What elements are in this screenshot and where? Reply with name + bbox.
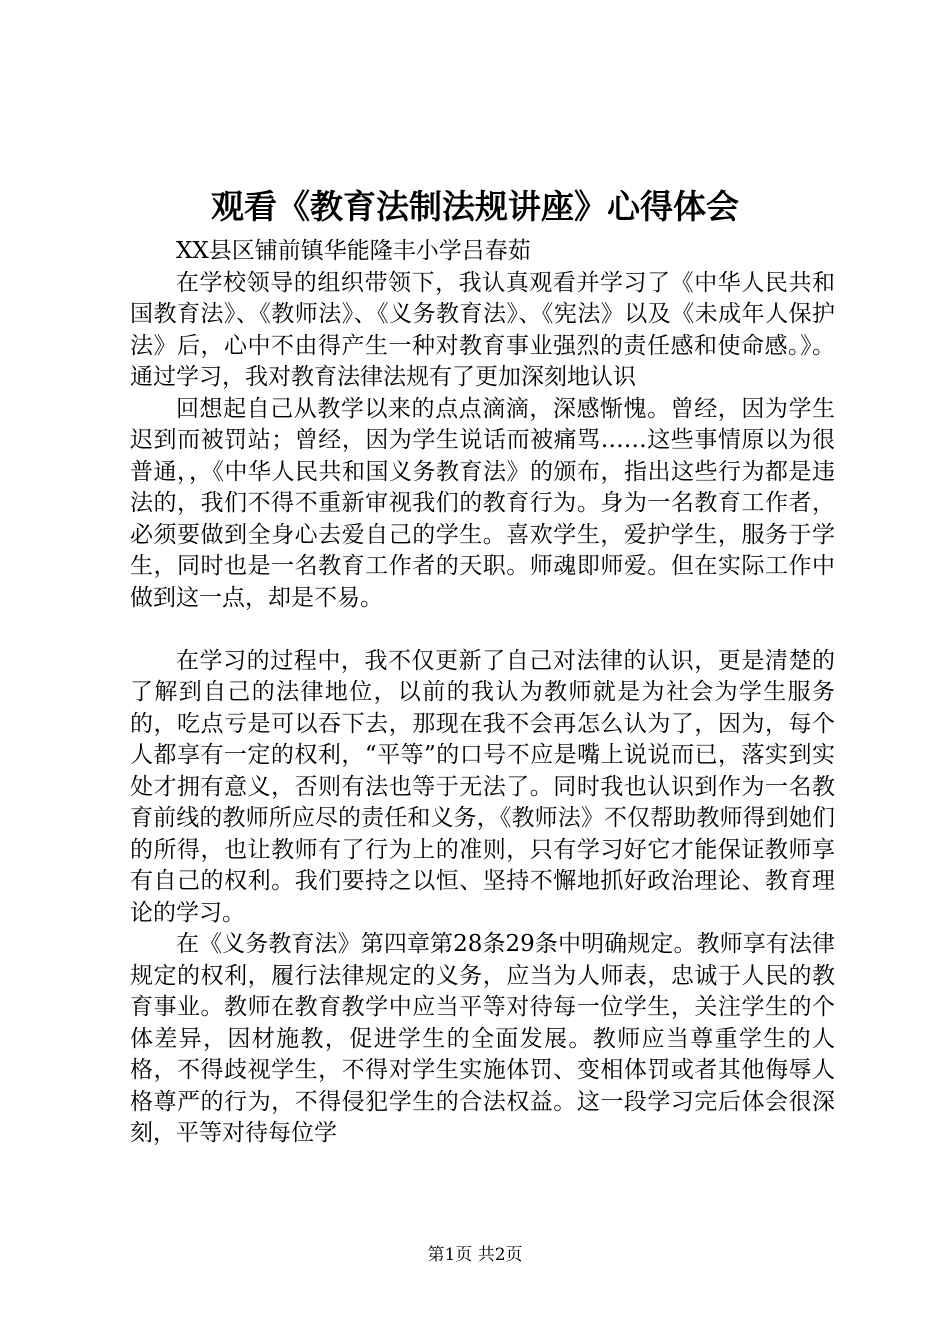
page-footer: 第1页 共2页 — [427, 1245, 523, 1265]
paragraph-2: 回想起自己从教学以来的点点滴滴，深感惭愧。曾经，因为学生迟到而被罚站；曾经，因为学生说话而被痛骂……这些事情原以为很普通，，《中华人民共和国义务教育法》的颁布，指出这些行为都是违法的，我们不得不重新审视我们的教育行为。身为一名教育工作者，必须要做到全身心去爱自己的学生。喜欢学生，爱护学生，服务于学生，同时也是一名教育工作者的天职。师魂即师爱。但在实际工作中做到这一点，却是不易。 — [130, 395, 835, 611]
paragraph-3: 在学习的过程中，我不仅更新了自己对法律的认识，更是清楚的了解到自己的法律地位，以前的我认为教师就是为社会为学生服务的，吃点亏是可以吞下去，那现在我不会再怎么认为了，因为，每个人都享有一定的权利，“平等”的口号不应是嘴上说说而已，落实到实处才拥有意义，否则有法也等于无法了。同时我也认识到作为一名教育前线的教师所应尽的责任和义务，《教师法》不仅帮助教师得到她们的所得，也让教师有了行为上的准则，只有学习好它才能保证教师享有自己的权利。我们要持之以恒、坚持不懈地抓好政治理论、教育理论的学习。 — [130, 647, 835, 926]
paragraph-spacer — [130, 614, 835, 646]
paragraph-4: 在《义务教育法》第四章第28条29条中明确规定。教师享有法律规定的权利，履行法律规定的义务，应当为人师表，忠诚于人民的教育事业。教师在教育教学中应当平等对待每一位学生，关注学生的个体差异，因材施教，促进学生的全面发展。教师应当尊重学生的人格，不得歧视学生，不得对学生实施体罚、变相体罚或者其他侮辱人格尊严的行为，不得侵犯学生的合法权益。这一段学习完后体会很深刻，平等对待每位学 — [130, 931, 835, 1146]
paragraph-1: 在学校领导的组织带领下，我认真观看并学习了《中华人民共和国教育法》、《教师法》、《义务教育法》、《宪法》以及《未成年人保护法》后，心中不由得产生一种对教育事业强烈的责任感和使命感。》。通过学习，我对教育法律法规有了更加深刻地认识 — [130, 269, 835, 390]
document-body — [130, 236, 835, 1150]
author-line: XX县区铺前镇华能隆丰小学吕春茹 — [176, 238, 531, 264]
document-title: 观看《教育法制法规讲座》心得体会 — [211, 187, 739, 226]
